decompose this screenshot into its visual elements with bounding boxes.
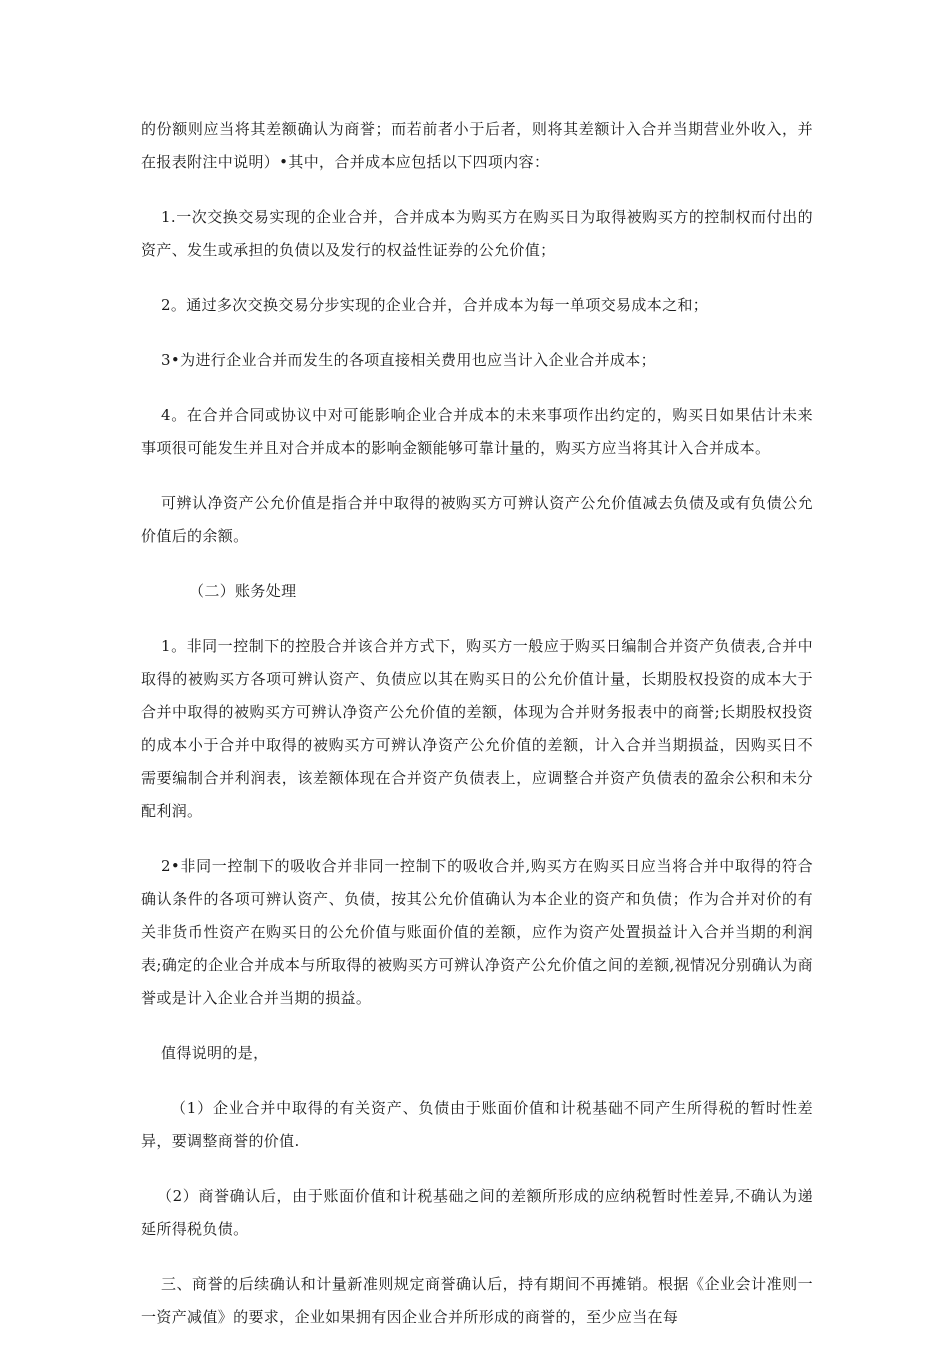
paragraph-absorption-merger: 2•非同一控制下的吸收合并非同一控制下的吸收合并,购买方在购买日应当将合并中取得的符合确认条件的各项可辨认资产、负债，按其公允价值确认为本企业的资产和负债；作为合并对价的有关非货币性资产在购买日的公允价值与账面价值的差额，应作为资产处置损益计入合并当期的利润表;确定的企业合并成本与所取得的被购买方可辨认净资产公允价值之间的差额,视情况分别确认为商誉或是计入企业合并当期的损益。 [141,857,813,1007]
paragraph-fair-value-definition: 可辨认净资产公允价值是指合并中取得的被购买方可辨认资产公允价值减去负债及或有负债公允价值后的余额。 [141,494,813,545]
paragraph-goodwill-intro: 的份额则应当将其差额确认为商誉；而若前者小于后者，则将其差额计入合并当期营业外收入，并在报表附注中说明）•其中，合并成本应包括以下四项内容： [141,120,813,171]
paragraph-cost-item-3: 3•为进行企业合并而发生的各项直接相关费用也应当计入企业合并成本； [161,351,656,369]
paragraph-note-1: （1）企业合并中取得的有关资产、负债由于账面价值和计税基础不同产生所得税的暂时性差异，要调整商誉的价值. [141,1099,813,1150]
paragraph-note-2: （2）商誉确认后，由于账面价值和计税基础之间的差额所形成的应纳税暂时性差异,不确认为递延所得税负债。 [141,1187,813,1238]
paragraph-cost-item-2: 2。通过多次交换交易分步实现的企业合并，合并成本为每一单项交易成本之和； [161,296,709,314]
paragraph-cost-item-1: 1.一次交换交易实现的企业合并，合并成本为购买方在购买日为取得被购买方的控制权而付出的资产、发生或承担的负债以及发行的权益性证券的公允价值； [141,208,813,259]
document-body [141,113,813,1356]
paragraph-cost-item-4: 4。在合并合同或协议中对可能影响企业合并成本的未来事项作出约定的，购买日如果估计未来事项很可能发生并且对合并成本的影响金额能够可靠计量的，购买方应当将其计入合并成本。 [141,406,813,457]
section-heading-accounting: （二）账务处理 [189,582,297,600]
paragraph-subsequent-measurement: 三、商誉的后续确认和计量新准则规定商誉确认后，持有期间不再摊销。根据《企业会计准则一一资产减值》的要求，企业如果拥有因企业合并所形成的商誉的，至少应当在每 [141,1275,813,1326]
paragraph-holding-merger: 1。非同一控制下的控股合并该合并方式下，购买方一般应于购买日编制合并资产负债表,合并中取得的被购买方各项可辨认资产、负债应以其在购买日的公允价值计量，长期股权投资的成本大于合并中取得的被购买方可辨认净资产公允价值的差额，体现为合并财务报表中的商誉;长期股权投资的成本小于合并中取得的被购买方可辨认净资产公允价值的差额，计入合并当期损益，因购买日不需要编制合并利润表，该差额体现在合并资产负债表上，应调整合并资产负债表的盈余公积和未分配利润。 [141,637,813,820]
paragraph-note-lead: 值得说明的是， [161,1044,269,1062]
